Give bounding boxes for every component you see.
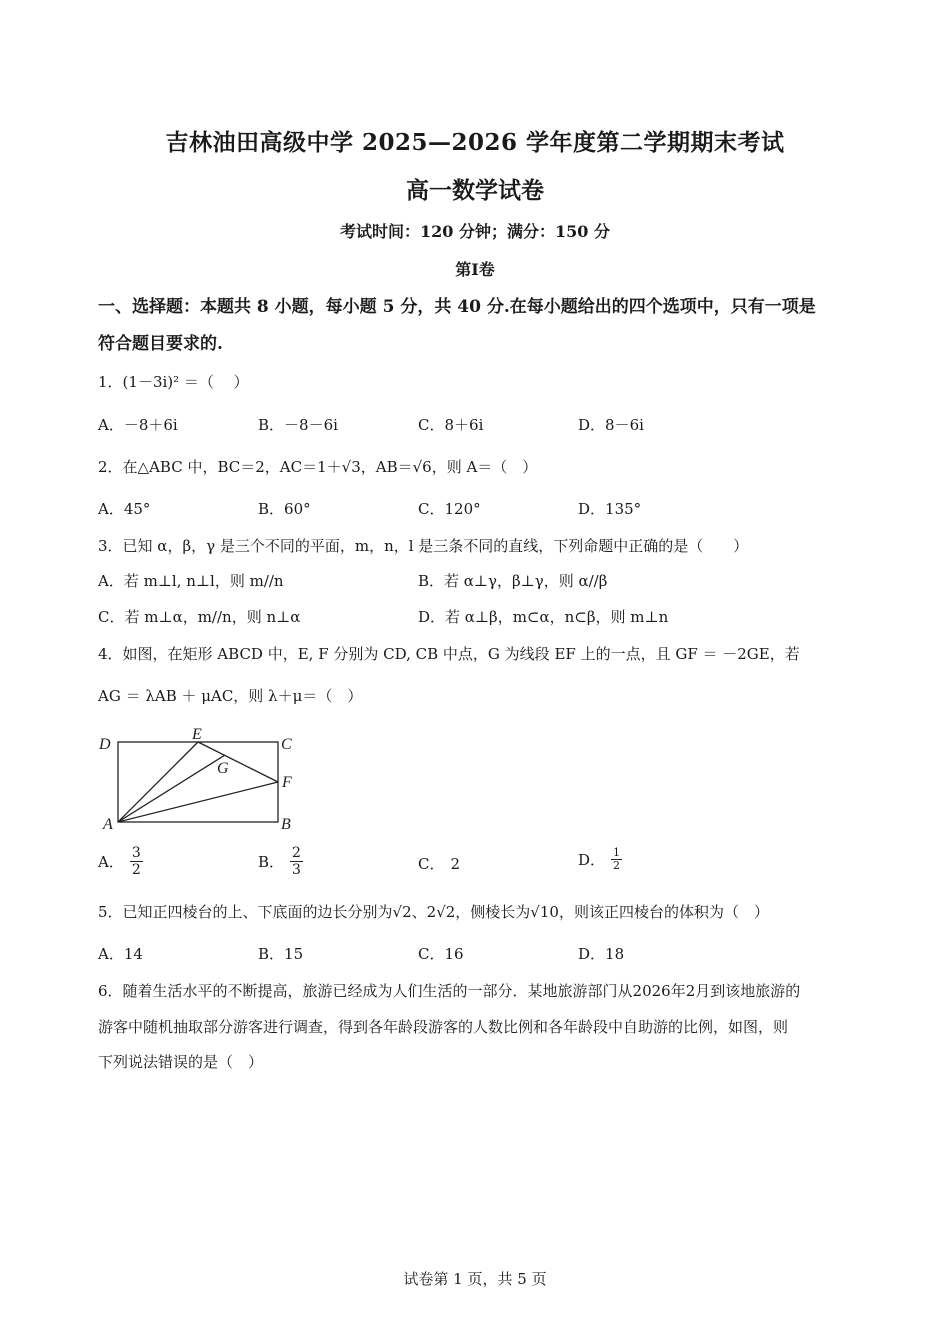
section-heading-line2: 符合题目要求的.: [98, 334, 223, 354]
q3-option-a: A．若 m⊥l, n⊥l，则 m//n: [98, 572, 284, 590]
q4-option-c-letter: C．: [418, 855, 445, 873]
segment-af: [118, 782, 278, 822]
question-4-stem: 4．如图，在矩形 ABCD 中，E, F 分别为 CD, CB 中点，G 为线段 EF 上的一点，且 GF ＝ －2GE，若: [98, 645, 800, 663]
label-g: G: [217, 760, 229, 777]
q2-option-b: B．60°: [258, 500, 311, 518]
question-6-line1: 6．随着生活水平的不断提高，旅游已经成为人们生活的一部分．某地旅游部门从2026年2月到该地旅游的: [98, 982, 801, 1000]
q4-option-a-letter: A．: [98, 853, 124, 871]
q4-option-d-letter: D．: [578, 851, 606, 869]
segment-ag: [118, 755, 225, 822]
q1-option-d: D．8－6i: [578, 416, 644, 434]
q5-option-c: C．16: [418, 945, 464, 963]
rectangle-abcd: [118, 742, 278, 822]
segment-ef: [198, 742, 278, 782]
label-d: D: [99, 736, 111, 753]
q3-option-b: B．若 α⊥γ，β⊥γ，则 α//β: [418, 572, 608, 590]
question-3-stem: 3．已知 α，β，γ 是三个不同的平面，m，n，l 是三条不同的直线，下列命题中正确的是（ ）: [98, 537, 749, 555]
q1-option-a: A．－8＋6i: [98, 416, 178, 434]
q4-option-b-fraction: $\frac{2}{3}$: [292, 845, 301, 878]
exam-title: 吉林油田高级中学 2025—2026 学年度第二学期期末考试: [165, 129, 785, 156]
q5-option-b: B．15: [258, 945, 304, 963]
q2-option-a: A．45°: [98, 500, 151, 518]
section-heading-line1: 一、选择题：本题共 8 小题，每小题 5 分，共 40 分.在每小题给出的四个选项中，只有一项是: [98, 297, 816, 317]
question-6-line2: 游客中随机抽取部分游客进行调查，得到各年龄段游客的人数比例和各年龄段中自助游的比例，如图，则: [98, 1018, 789, 1036]
q4-option-c-value: 2: [450, 855, 461, 873]
segment-ae: [118, 742, 198, 822]
q2-option-c: C．120°: [418, 500, 481, 518]
q4-option-a: [98, 845, 143, 878]
q4-option-d-fraction: $\frac{1}{2}$: [613, 846, 621, 872]
label-c: C: [281, 736, 292, 753]
exam-subtitle: 高一数学试卷: [406, 177, 544, 204]
label-e: E: [192, 726, 202, 743]
volume-label: 第I卷: [455, 260, 495, 279]
q4-option-a-fraction: $\frac{3}{2}$: [131, 845, 141, 878]
q4-option-b-letter: B．: [258, 853, 285, 871]
label-b: B: [281, 816, 291, 833]
label-f: F: [282, 774, 292, 791]
q2-option-d: D．135°: [578, 500, 642, 518]
question-6-line3: 下列说法错误的是（ ）: [98, 1053, 264, 1071]
page-footer: 试卷第 1 页，共 5 页: [403, 1270, 547, 1288]
q3-option-d: D．若 α⊥β，m⊂α，n⊂β，则 m⊥n: [418, 608, 669, 626]
q5-option-d: D．18: [578, 945, 625, 963]
q5-option-a: A．14: [98, 945, 143, 963]
question-1-stem: 1．(1－3i)² ＝（ ）: [98, 373, 249, 391]
q4-option-b: [258, 845, 303, 878]
question-5-stem: 5．已知正四棱台的上、下底面的边长分别为√2、2√2，侧棱长为√10，则该正四棱台的体积为（ ）: [98, 903, 769, 921]
q4-option-c: [418, 853, 460, 874]
question-4-stem-line2: AG ＝ λAB ＋ μAC，则 λ＋μ＝（ ）: [98, 687, 363, 705]
q4-option-d: [578, 847, 622, 872]
label-a: A: [103, 816, 113, 833]
q1-option-c: C．8＋6i: [418, 416, 484, 434]
q1-option-b: B．－8－6i: [258, 416, 338, 434]
rectangle-figure: [95, 725, 305, 835]
exam-info: 考试时间：120 分钟；满分：150 分: [340, 222, 610, 241]
question-2-stem: 2．在△ABC 中，BC＝2，AC＝1＋√3，AB＝√6，则 A＝（ ）: [98, 458, 538, 476]
q3-option-c: C．若 m⊥α，m//n，则 n⊥α: [98, 608, 301, 626]
